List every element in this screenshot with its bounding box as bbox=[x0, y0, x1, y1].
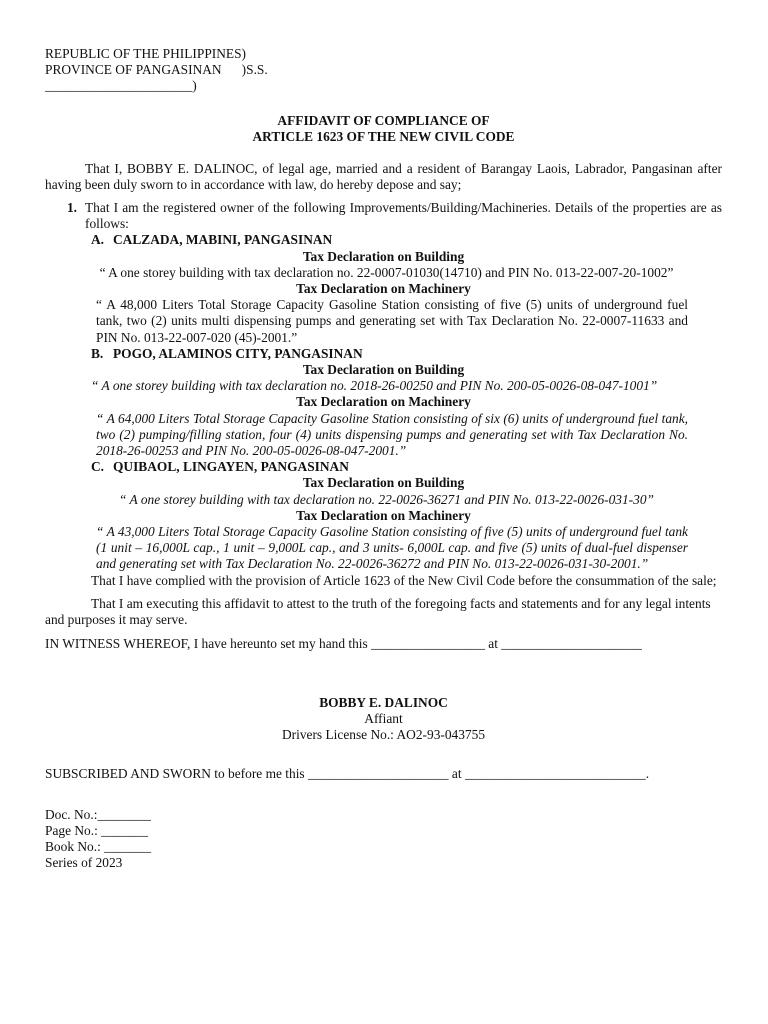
affiant-license: Drivers License No.: AO2-93-043755 bbox=[281, 726, 486, 742]
section-a-heading bbox=[91, 232, 722, 248]
affidavit-page bbox=[45, 46, 722, 871]
section-c-building-text: “ A one storey building with tax declaration no. 22-0026-36271 and PIN No. 013-22-0026-031-30” bbox=[119, 491, 654, 507]
book-number: Book No.: _______ bbox=[45, 839, 152, 855]
item-number: 1. bbox=[66, 200, 77, 216]
item-text: That I am the registered owner of the following Improvements/Building/Machineries. Details of the properties are as follows: bbox=[85, 200, 722, 232]
intro-paragraph: That I, BOBBY E. DALINOC, of legal age, married and a resident of Barangay Laois, Labrador, Pangasinan after having been duly sworn to in accordance with law, do hereby depose and say; bbox=[45, 160, 722, 192]
witness-line: IN WITNESS WHEREOF, I have hereunto set my hand this _________________ at _____________________ bbox=[45, 636, 642, 652]
section-a-building-text: “ A one storey building with tax declaration no. 22-0007-01030(14710) and PIN No. 013-22-007-20-1002” bbox=[99, 264, 674, 280]
page-number: Page No.: _______ bbox=[45, 823, 149, 839]
sworn-line: SUBSCRIBED AND SWORN to before me this _____________________ at ___________________________. bbox=[45, 766, 650, 782]
section-b-letter: B. bbox=[91, 345, 104, 361]
affiant-role: Affiant bbox=[364, 710, 403, 726]
section-c-machinery-text: “ A 43,000 Liters Total Storage Capacity Gasoline Station consisting of five (5) units of underground fuel tank (1 unit – 16,000L cap., 1 unit – 9,000L cap., and 3 units- 6,000L cap. and five (5) units of dual-fuel dispenser and generating set with Tax Declaration No. 22-0026-36272 and PIN No. 013-22-0026-031-30-2001.” bbox=[96, 524, 688, 572]
numbered-item-1 bbox=[45, 200, 722, 232]
section-a-letter: A. bbox=[91, 232, 105, 248]
section-c-building-label: Tax Declaration on Building bbox=[302, 475, 465, 491]
section-b-machinery-label: Tax Declaration on Machinery bbox=[296, 394, 471, 410]
section-b-building-text: “ A one storey building with tax declaration no. 2018-26-00250 and PIN No. 200-05-0026-08-047-1001” bbox=[91, 378, 658, 394]
executing-paragraph: That I am executing this affidavit to attest to the truth of the foregoing facts and statements and for any legal intents and purposes it may serve. bbox=[45, 595, 711, 628]
signature-block bbox=[45, 695, 722, 744]
venue-line-blank: ______________________) bbox=[45, 78, 197, 94]
affiant-name: BOBBY E. DALINOC bbox=[319, 694, 448, 710]
section-b-heading bbox=[91, 346, 722, 362]
notarial-doc-info bbox=[45, 807, 722, 871]
series-year: Series of 2023 bbox=[45, 855, 123, 871]
section-b-building-label: Tax Declaration on Building bbox=[302, 362, 465, 378]
title-line-2: ARTICLE 1623 OF THE NEW CIVIL CODE bbox=[252, 128, 515, 144]
section-b-title: POGO, ALAMINOS CITY, PANGASINAN bbox=[113, 345, 363, 361]
compliance-paragraph: That I have complied with the provision of Article 1623 of the New Civil Code before the consummation of the sale; bbox=[91, 572, 717, 588]
venue-header bbox=[45, 46, 722, 95]
section-c-heading bbox=[91, 459, 722, 475]
section-a-machinery-label: Tax Declaration on Machinery bbox=[296, 281, 471, 297]
section-a-machinery-text: “ A 48,000 Liters Total Storage Capacity Gasoline Station consisting of five (5) units of underground fuel tank, two (2) units multi dispensing pumps and generating set with Tax Declaration No. 22-0007-11633 and PIN No. 013-22-007-020 (45)-2001.” bbox=[96, 297, 688, 345]
venue-line-republic: REPUBLIC OF THE PHILIPPINES) bbox=[45, 46, 247, 61]
section-b-machinery-text: “ A 64,000 Liters Total Storage Capacity Gasoline Station consisting of six (6) units of underground fuel tank, two (2) pumping/filling station, four (4) units dispensing pumps and generating set with Tax Declaration No. 2018-26-00253 and PIN No. 200-05-0026-08-047-2001.” bbox=[96, 410, 688, 459]
doc-number: Doc. No.:________ bbox=[45, 807, 152, 823]
section-a-title: CALZADA, MABINI, PANGASINAN bbox=[113, 232, 333, 248]
section-a-building-label: Tax Declaration on Building bbox=[302, 248, 465, 264]
venue-line-province: PROVINCE OF PANGASINAN )S.S. bbox=[45, 62, 268, 78]
title-line-1: AFFIDAVIT OF COMPLIANCE OF bbox=[277, 112, 490, 128]
document-title bbox=[45, 113, 722, 145]
section-c-letter: C. bbox=[91, 459, 105, 475]
section-c-title: QUIBAOL, LINGAYEN, PANGASINAN bbox=[113, 459, 349, 475]
section-c-machinery-label: Tax Declaration on Machinery bbox=[296, 507, 471, 523]
